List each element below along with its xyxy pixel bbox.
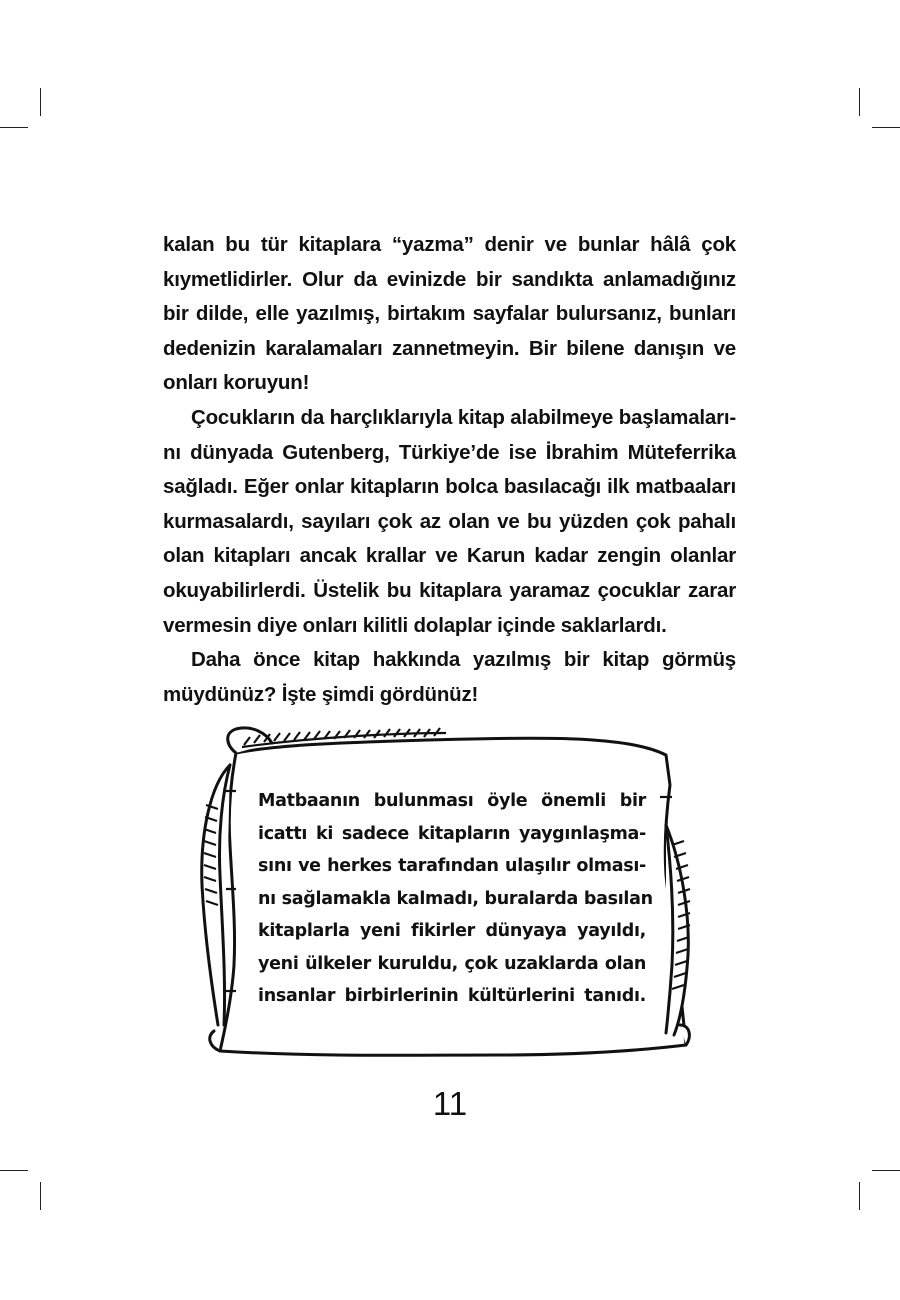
scroll-line: kitaplarla yeni fikirler dünyaya yayıldı, <box>258 921 646 941</box>
crop-mark <box>872 127 900 128</box>
text-line: vermesin diye onları kilitli dolaplar içinde saklarlardı. <box>163 613 667 637</box>
text-line: nı dünyada Gutenberg, Türkiye’de ise İbrahim Müteferrika <box>163 440 736 464</box>
crop-mark <box>40 88 41 116</box>
text-line: bir dilde, elle yazılmış, birtakım sayfalar bulursanız, bunları <box>163 302 736 326</box>
parchment-scroll-box <box>196 725 692 1065</box>
text-line: kıymetlidirler. Olur da evinizde bir sandıkta anlamadığınız <box>163 267 736 291</box>
scroll-line: nı sağlamakla kalmadı, buralarda basılan <box>258 888 653 909</box>
paragraph <box>163 643 736 712</box>
crop-mark <box>872 1170 900 1171</box>
text-line: kalan bu tür kitaplara “yazma” denir ve bunlar hâlâ çok <box>163 233 736 256</box>
body-text <box>163 228 736 712</box>
text-line: olan kitapları ancak krallar ve Karun kadar zengin olanlar <box>163 544 736 568</box>
text-line: onları koruyun! <box>163 371 310 395</box>
paragraph <box>163 401 736 643</box>
scroll-text <box>258 785 653 1013</box>
text-line: müydünüz? İşte şimdi gördünüz! <box>163 682 479 706</box>
crop-mark <box>0 1170 28 1171</box>
crop-mark <box>40 1182 41 1210</box>
crop-mark <box>859 1182 860 1210</box>
page-number: 11 <box>432 1085 468 1122</box>
scroll-line: insanlar birbirlerinin kültürlerini tanıdı. <box>258 986 646 1006</box>
text-line: Çocukların da harçlıklarıyla kitap alabilmeye başlamaları- <box>191 405 736 429</box>
text-line: Daha önce kitap hakkında yazılmış bir kitap görmüş <box>191 648 736 672</box>
scroll-line: sını ve herkes tarafından ulaşılır olması- <box>258 856 646 876</box>
paragraph <box>163 228 736 401</box>
crop-mark <box>0 127 28 128</box>
text-line: okuyabilirlerdi. Üstelik bu kitaplara yaramaz çocuklar zarar <box>163 578 736 602</box>
scroll-line: Matbaanın bulunması öyle önemli bir <box>258 791 646 811</box>
text-line: dedenizin karalamaları zannetmeyin. Bir bilene danışın ve <box>163 336 736 360</box>
crop-mark <box>859 88 860 116</box>
scroll-line: icattı ki sadece kitapların yaygınlaşma- <box>258 823 646 844</box>
text-line: kurmasalardı, sayıları çok az olan ve bu yüzden çok pahalı <box>163 509 736 533</box>
text-line: sağladı. Eğer onlar kitapların bolca basılacağı ilk matbaaları <box>163 475 736 499</box>
scroll-line: yeni ülkeler kuruldu, çok uzaklarda olan <box>258 953 646 974</box>
